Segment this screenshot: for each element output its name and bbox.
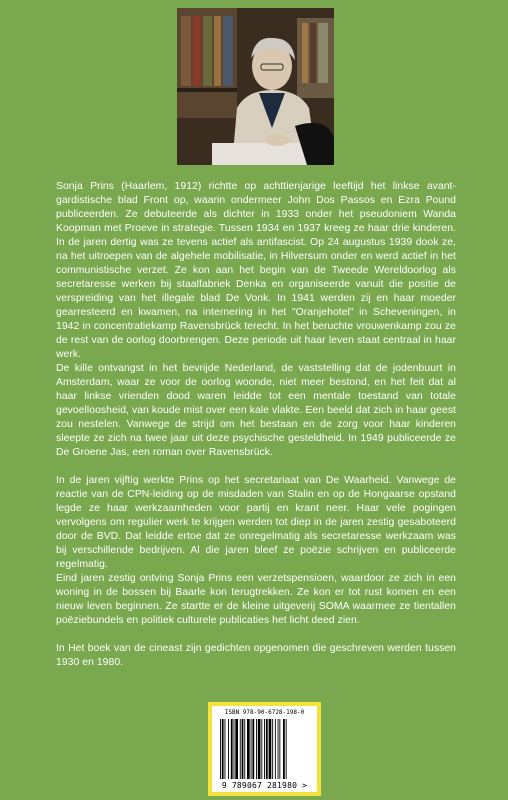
author-photo <box>177 8 334 165</box>
paragraph-5: In Het boek van de cineast zijn gedichten opgenomen die geschreven werden tussen 1930 en 1980. <box>56 643 456 668</box>
barcode-bars <box>220 719 309 779</box>
paragraph-2: De kille ontvangst in het bevrijde Nederland, de vaststelling dat de jodenbuurt in Amsterdam, waar ze voor de oorlog woonde, niet meer bestond, en het feit dat al haar linkse vrienden dood waren leidde tot een mentale toestand van totale gevoelloosheid, van koude mist over een kale vlakte. Een beeld dat zich in haar geest zou nestelen. Vanwege de strijd om het bestaan en de zorg voor haar kinderen sleepte ze zich na twee jaar uit deze psychische gesteldheid. In 1949 publiceerde ze De Groene Jas, een roman over Ravensbrück. <box>56 363 456 458</box>
paragraph-4: Eind jaren zestig ontving Sonja Prins een verzetspensioen, waardoor ze zich in een woning in de bossen bij Baarle kon terugtrekken. Ze kon er tot rust komen en een nieuw leven beginnen. Ze startte er de kleine uitgeverij SOMA waarmee ze tientallen poëziebundels en politiek culturele publicaties het licht deed zien. <box>56 573 456 626</box>
barcode-sticker <box>208 702 321 796</box>
barcode-panel <box>212 706 317 792</box>
barcode-digits: 9 789067 281980 > <box>221 781 308 790</box>
isbn-label: ISBN 978-90-6728-198-0 <box>224 709 305 716</box>
biography-text <box>56 180 456 670</box>
paragraph-1: Sonja Prins (Haarlem, 1912) richtte op achttienjarige leeftijd het linkse avant-gardistische blad Front op, waarin ondermeer John Dos Passos en Ezra Pound publiceerden. Ze debuteerde als dichter in 1933 onder het pseudoniem Wanda Koopman met Proeve in strategie. Tussen 1934 en 1937 kreeg ze haar drie kinderen. In de jaren dertig was ze tevens actief als antifascist. Op 24 augustus 1939 dook ze, na het uitroepen van de algehele mobilisatie, in Hilversum onder en werd actief in het communistische verzet. Ze kon aan het begin van de Tweede Wereldoorlog als secretaresse werken bij staalfabriek Denka en organiseerde vanuit die positie de verspreiding van het illegale blad De Vonk. In 1941 werden zij en haar moeder gearresteerd en kwamen, na internering in het "Oranjehotel" in Scheveningen, in 1942 in concentratiekamp Ravensbrück terecht. In het beruchte vrouwenkamp zou ze de rest van de oorlog doorbrengen. Deze periode uit haar leven staat centraal in haar werk. <box>56 181 456 360</box>
paragraph-3: In de jaren vijftig werkte Prins op het secretariaat van De Waarheid. Vanwege de reactie van de CPN-leiding op de misdaden van Stalin en op de Hongaarse opstand legde ze haar werkzaamheden voor partij en krant neer. Haar vele pogingen vervolgens om regulier werk te krijgen werden tot diep in de jaren zestig gesaboteerd door de BVD. Dat leidde ertoe dat ze onregelmatig als secretaresse werkzaam was bij verschillende bedrijven. Al die jaren bleef ze poëzie schrijven en publiceerde regelmatig. <box>56 475 456 570</box>
author-photo-illustration <box>177 8 334 165</box>
